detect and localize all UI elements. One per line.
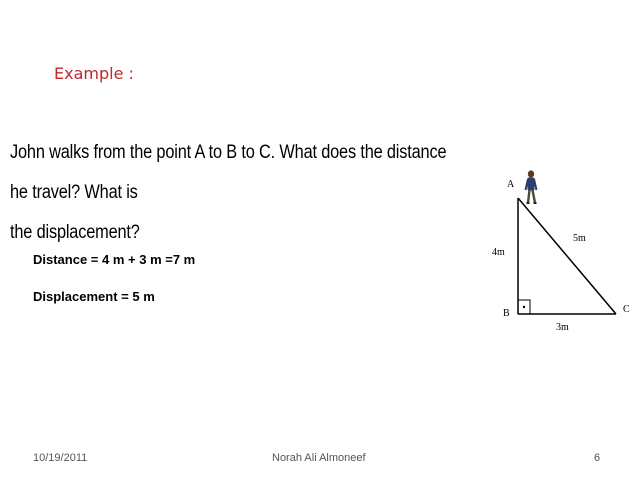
vertex-label-a: A <box>507 179 515 190</box>
walking-person-icon <box>526 170 537 204</box>
question-text <box>10 133 457 253</box>
vertex-label-b: B <box>503 308 510 319</box>
triangle-figure <box>480 160 636 340</box>
side-label-ac: 5m <box>573 233 586 244</box>
displacement-answer: Displacement = 5 m <box>33 289 155 304</box>
distance-answer: Distance = 4 m + 3 m =7 m <box>33 252 196 267</box>
side-label-bc: 3m <box>556 322 569 333</box>
footer-author: Norah Ali Almoneef <box>272 452 366 464</box>
vertex-label-c: C <box>623 304 630 315</box>
slide-title: Example : <box>54 64 134 83</box>
footer-date: 10/19/2011 <box>33 452 88 464</box>
side-ac-line <box>518 198 616 314</box>
question-line-2: the displacement? <box>10 222 140 243</box>
footer-page-number: 6 <box>594 452 601 464</box>
question-line-1: John walks from the point A to B to C. What does the distance he travel? What is <box>10 142 447 203</box>
right-angle-dot <box>523 306 525 308</box>
side-label-ab: 4m <box>492 247 505 258</box>
